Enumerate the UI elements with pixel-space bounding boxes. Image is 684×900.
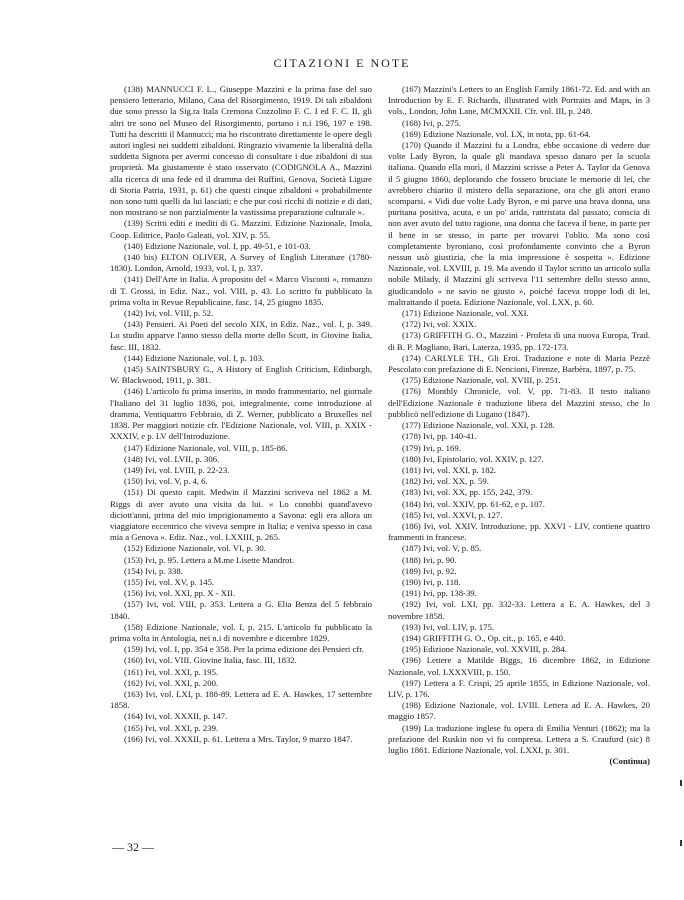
footnote: (153) Ivi, p. 95. Lettera a M.me Lisette Mandrot. [124,554,295,565]
footnote: (175) Edizione Nazionale, vol. XVIII, p. 251. [402,375,561,386]
footnote: (176) Monthly Chronicle, vol. V, pp. 71-83. Il testo italiano dell'Edizione Nazionale è traduzione libera del Mazzini stesso, che lo pubblicò nell'edizione di Lugano (1847). [388,386,650,419]
footnote: (180) Ivi, Epistolario, vol. XXIV, p. 127. [402,453,544,464]
footnote: (186) Ivi, vol. XXIV. Introduzione, pp. XXVI - LIV, contiene quattro frammenti in francese. [388,520,650,543]
scan-edge-mark [680,780,682,786]
footnote: (165) Ivi, vol. XXI, p. 239. [124,722,219,733]
scan-edge-mark [680,840,682,846]
footnote: (167) Mazzini's Letters to an English Family 1861-72. Ed. and with an Introduction by E. F. Richards, illustrated with Portraits and Maps, in 3 vols., London, John Lane, MCMXXII. Cfr. vol. III, p. 248. [388,84,650,117]
footnote: (159) Ivi, vol. I, pp. 354 e 358. Per la prima edizione dei Pensieri cfr. [124,644,364,655]
footnote: (152) Edizione Nazionale, vol. VI, p. 30. [124,543,266,554]
footnote: (164) Ivi, vol. XXXII, p. 147. [124,711,228,722]
footnote: (158) Edizione Nazionale, vol. I, p. 215. L'articolo fu pubblicato la prima volta in Antologia, nei n.i di novembre e dicembre 1829. [110,621,372,643]
footnote: (155) Ivi, vol. XV, p. 145. [124,576,215,587]
footnote: (179) Ivi, p. 169. [402,442,461,453]
footnote: (188) Ivi, p. 90. [402,554,457,565]
footnote: (156) Ivi, vol. XXI, pp. X - XII. [124,588,235,599]
footnote: (163) Ivi, vol. LXI, p. 188-89. Lettera ad E. A. Hawkes, 17 settembre 1858. [110,688,372,711]
footnote: (173) GRIFFITH G. O., Mazzini - Profeta di una nuova Europa, Trad. di B. P. Magliano, Bari, Laterza, 1935, pp. 172-173. [388,330,650,352]
running-header: CITAZIONI E NOTE [273,56,411,70]
footnote: (198) Edizione Nazionale, vol. LVIII. Lettera ad E. A. Hawkes, 20 maggio 1857. [388,700,650,722]
footnote: (192) Ivi, vol. LXI, pp. 332-33. Lettera a E. A. Hawkes, del 3 novembre 1858. [388,599,650,621]
footnote: (196) Lettere a Matilde Biggs, 16 dicembre 1862, in Edizione Nazionale, vol. LXXXVIII, p. 150. [388,655,650,677]
footnote: (194) GRIFFITH G. O., Op. cit., p. 165, e 440. [402,632,566,643]
footnote: (174) CARLYLE TH., Gli Eroi. Traduzione e note di Maria Pezzè Pescolato con prefazione di E. Nencioni, Firenze, Barbèra, 1897, p. 75. [388,352,650,375]
footnote: (146) L'articolo fu prima inserito, in modo frammentario, nel giornale l'Italiano del 31 luglio 1836, poi, integralmente, come introduzione al dramma, Ventiquattro Febbraio, di Z. Werner, pubblicato a Bruxelles nel 1838. Per maggiori notizie cfr. l'Edizione Nazionale, vol. VIII, p. XXIX - XXXIV, e p. LV dell'Introduzione. [110,386,372,442]
footnote: (140 bis) ELTON OLIVER, A Survey of English Literature (1780-1830). London, Arnold, 1933, vol. I, p. 337. [110,252,372,274]
notes-column-left [110,84,372,766]
footnote: (168) Ivi, p. 275. [402,117,461,128]
footnote: (138) MANNUCCI F. L., Giuseppe Mazzini e la prima fase del suo pensiero letterario, Milano, Casa del Risorgimento, 1919. Di tali zibaldoni due sono presso la Sig.ra Itala Cremona Cozzolino F. C. I ed F. C. II, gli altri tre sono nel Museo del Risorgimento, portano i n.i 196, 197 e 198. Tutti ha descritti il Mannucci; ma ho riscontrato direttamente le opere degli autori inglesi nei suddetti zibaldoni. Ringrazio vivamente la liberalità della suddetta Signora per avermi concesso di consultare i due zibaldoni di sua proprietà. Ma giustamente è stato osservato (CODIGNOLA A., Mazzini alla ricerca di una fede ed il dramma dei Ruffini, Genova, Società Ligure di Storia Patria, 1931, p. 61) che questi cinque zibaldoni « probabilmente non sono tutti quelli da lui lasciati; e che pur così ricchi di notizie e di dati, non mostrano se non parzialmente la vastissima preparazione culturale ». [110,84,372,218]
footnote: (172) Ivi, vol. XXIX. [402,319,477,330]
footnote: (197) Lettera a F. Crispi, 25 aprile 1855, in Edizione Nazionale, vol. LIV, p. 176. [388,677,650,699]
footnote: (149) Ivi, vol. LVIII, p. 22-23. [124,464,230,475]
footnote: (183) Ivi, vol. XX, pp. 155, 242, 379. [402,487,533,498]
footnote: (161) Ivi, vol. XXI, p. 195. [124,666,219,677]
footnote: (141) Dell'Arte in Italia. A proposito del « Marco Visconti », romanzo di T. Grossi, in Ediz. Naz., vol. VIII, p. 43. Lo scritto fu pubblicato la prima volta in Revue Republicaine, fasc. 14, 25 giugno 1835. [110,274,372,307]
footnote: (184) Ivi, vol. XXIV, pp. 61-62, e p. 107. [402,498,545,509]
footnote: (166) Ivi, vol. XXXII, p. 61. Lettera a Mrs. Taylor, 9 marzo 1847. [124,733,353,744]
footnote: (148) Ivi, vol. LVII, p. 306. [124,453,220,464]
footnote: (171) Edizione Nazionale, vol. XXI. [402,308,529,319]
footnote: (185) Ivi, vol. XXVI, p. 127. [402,509,503,520]
notes-column-right [388,84,650,766]
footnote: (189) Ivi, p. 92. [402,565,457,576]
footnote: (193) Ivi, vol. LIV, p. 175. [402,621,495,632]
footnote: (177) Edizione Nazionale, vol. XXI, p. 128. [402,420,555,431]
footnote: (154) Ivi, p. 338. [124,565,183,576]
footnote: (150) Ivi, vol. V, p. 4, 6. [124,476,208,487]
footnote: (191) Ivi, pp. 138-39. [402,588,477,599]
footnote: (182) Ivi, vol. XX, p. 59. [402,476,489,487]
footnote: (157) Ivi, vol. VIII, p. 353. Lettera a G. Elia Benza del 5 febbraio 1840. [110,599,372,621]
footnote: (181) Ivi, vol. XXI, p. 182. [402,464,497,475]
footnote: (140) Edizione Nazionale, vol. I, pp. 49-51, e 101-03. [124,240,311,251]
continued-label: (Continua) [609,756,650,767]
notes-body [110,84,650,766]
footnote: (162) Ivi, vol. XXI, p. 200. [124,677,219,688]
footnote: (147) Edizione Nazionale, vol. VIII, p. 185-86. [124,442,288,453]
footnote: (169) Edizione Nazionale, vol. LX, in nota, pp. 61-64. [402,128,591,139]
footnote: (170) Quando il Mazzini fu a Londra, ebbe occasione di vedere due volte Lady Byron, la quale gli mandava spesso danaro per la scuola italiana. Quando ella morì, il Mazzini scrisse a Peter A. Taylor da Genova il 5 giugno 1860, deplorando che fossero bruciate le memorie di lei, che avrebbero chiarito il mistero della separazione, ora che gli attori erano scomparsi. « Vidi due volte Lady Byron, e mi parve una brava donna, una puritana positiva, acuta, e un po' arida, rattristata dal passato, conscia di non aver avuto del tutto ragione, una donna che faceva il bene, in parte per il bene in se stesso, in parte per trovarvi l'oblio. Ma sono così completamente byroniano, così profondamente convinto che a Byron nessun usò giustizia, che la mia impressione è sospetta ». Edizione Nazionale, vol. LXVIII, p. 19. Ma avendo il Taylor scritto un articolo sulla nobile Milady, il Mazzini gli scriveva l'11 settembre dello stesso anno, giudicandolo « ne savio ne giusto », poiché faceva troppe lodi di lei, maltrattando il poeta. Edizione Nazionale, vol. LXX, p. 60. [388,140,650,307]
footnote: (160) Ivi, vol. VIII. Giovine Italia, fasc. III, 1832. [124,655,297,666]
footnote: (145) SAINTSBURY G., A History of English Criticism, Edinburgh, W. Blackwood, 1911, p. 381. [110,364,372,386]
page-number: — 32 — [112,840,154,854]
footnote: (187) Ivi, vol. V, p. 85. [402,543,482,554]
footnote: (190) Ivi, p. 118. [402,576,461,587]
footnote: (178) Ivi, pp. 140-41. [402,431,477,442]
footnote: (144) Edizione Nazionale, vol. I, p. 103. [124,352,265,363]
footnote: (195) Edizione Nazionale, vol. XXVIII, p. 284. [402,644,567,655]
footnote: (151) Di questo capit. Medwin il Mazzini scriveva nel 1862 a M. Riggs di aver avuto una visita da lui. « Lo conobbi quand'avevo diciott'anni, prima del mio imprigionamento a Savona: egli era allora un viaggiatore eccentrico che viveva sempre in Italia; e veniva spesso in casa mia a Genova ». Ediz. Naz., vol. LXXIII, p. 265. [110,487,372,543]
footnote: (139) Scritti editi e inediti di G. Mazzini. Edizione Nazionale, Imola, Coop. Editrice, Paolo Galeati, vol. XIV, p. 55. [110,218,372,240]
footnote: (199) La traduzione inglese fu opera di Emilia Venturi (1862); ma la prefazione del Ruskin non vi fu compresa. Lettera a S. Craufurd (sic) 8 luglio 1861. Edizione Nazionale, vol. LXXI, p. 301. [388,722,650,755]
footnote: (142) Ivi, vol. VIII, p. 52. [124,308,214,319]
footnote: (143) Pensieri. Ai Poeti del secolo XIX, in Ediz. Naz., vol. I, p. 349. Lo studio apparve l'anno stesso della morte dello Scott, in Giovine Italia, fasc. III, 1832. [110,319,372,352]
